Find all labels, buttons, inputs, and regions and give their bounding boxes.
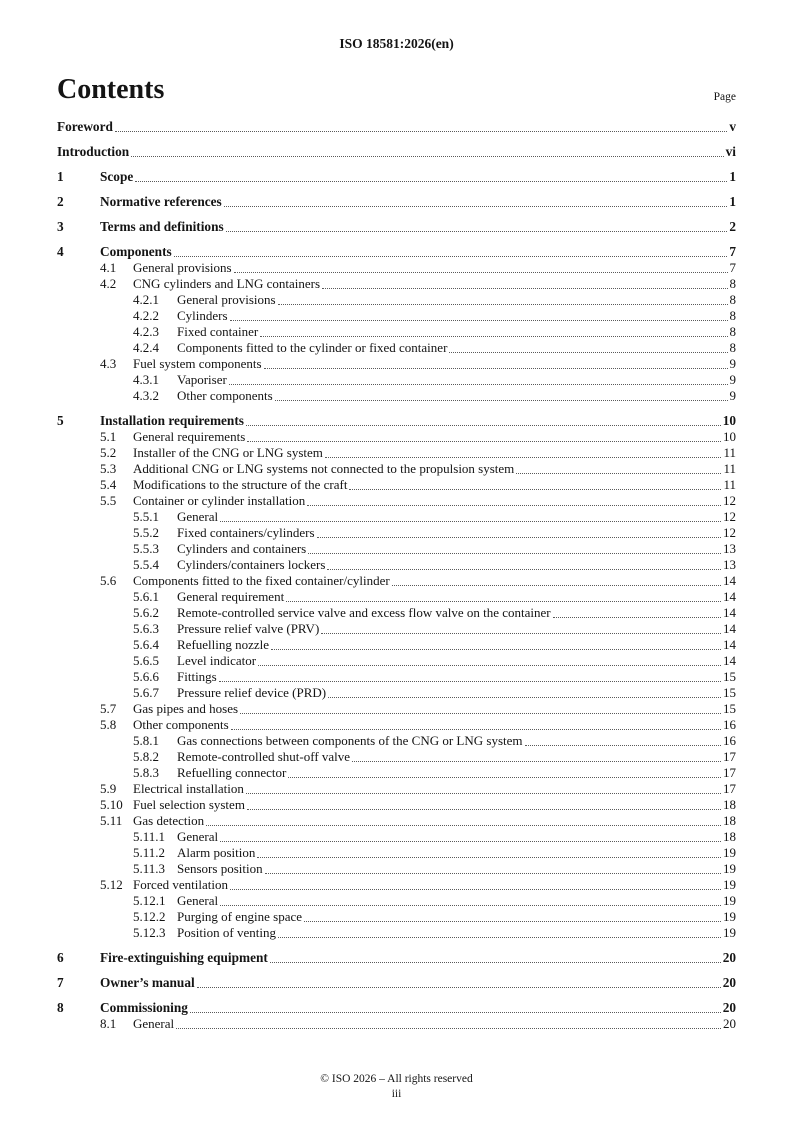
toc-entry-number: 4.3.1: [133, 372, 159, 387]
dotted-leader: [307, 493, 721, 506]
toc-entry: [57, 781, 736, 797]
toc-entry-number: 5.12.3: [133, 925, 166, 940]
toc-entry: [57, 909, 736, 925]
toc-entry-page: 12: [723, 493, 736, 508]
toc-entry-label: Components: [100, 244, 172, 259]
toc-entry-label: Owner’s manual: [100, 975, 195, 990]
toc-entry: [57, 194, 736, 210]
dotted-leader: [230, 877, 721, 890]
dotted-leader: [220, 829, 721, 842]
toc-entry: [57, 829, 736, 845]
toc-entry-number: 4.3.2: [133, 388, 159, 403]
toc-entry-page: 11: [723, 445, 736, 460]
toc-entry-page: 20: [723, 1016, 736, 1031]
dotted-leader: [197, 975, 721, 988]
toc-entry-page: 13: [723, 557, 736, 572]
toc-entry-number: 5.10: [100, 797, 123, 812]
dotted-leader: [392, 573, 721, 586]
toc-entry: [57, 685, 736, 701]
toc-entry-page: 18: [723, 797, 736, 812]
dotted-leader: [219, 669, 721, 682]
dotted-leader: [190, 1000, 721, 1013]
toc-entry-number: 5.8.3: [133, 765, 159, 780]
toc-entry: [57, 372, 736, 388]
toc-entry: [57, 292, 736, 308]
toc-entry-label: Installation requirements: [100, 413, 244, 428]
toc-entry-number: 5.6.6: [133, 669, 159, 684]
toc-entry-number: 4.1: [100, 260, 117, 275]
toc-entry-label: Remote-controlled shut-off valve: [177, 749, 351, 764]
toc-entry-number: 5.6.2: [133, 605, 159, 620]
toc-entry-label: Fittings: [177, 669, 217, 684]
toc-entry: [57, 557, 736, 573]
dotted-leader: [226, 219, 728, 232]
dotted-leader: [525, 733, 721, 746]
dotted-leader: [288, 765, 721, 778]
toc-entry-page: 19: [723, 893, 736, 908]
toc-entry: [57, 413, 736, 429]
toc-entry-page: 16: [723, 717, 736, 732]
toc-entry-number: 5.5.4: [133, 557, 159, 572]
toc-entry-page: 8: [729, 340, 736, 355]
dotted-leader: [229, 372, 728, 385]
toc-entry-number: 5.11.3: [133, 861, 166, 876]
toc-entry-number: 4.2.3: [133, 324, 159, 339]
toc-entry-number: 5.6.3: [133, 621, 159, 636]
toc-entry-number: 5.5.3: [133, 541, 159, 556]
toc-entry-label: Terms and definitions: [100, 219, 224, 234]
toc-entry-page: 19: [723, 909, 736, 924]
toc-entry-label: Refuelling nozzle: [177, 637, 270, 652]
toc-entry-number: 6: [57, 950, 64, 965]
toc-entry-label: Other components: [133, 717, 229, 732]
toc-entry: [57, 573, 736, 589]
toc-entry: [57, 324, 736, 340]
toc-entry-label: Level indicator: [177, 653, 257, 668]
toc-entry: [57, 119, 736, 135]
dotted-leader: [247, 429, 721, 442]
dotted-leader: [516, 461, 721, 474]
toc-entry: [57, 445, 736, 461]
toc-entry-number: 8: [57, 1000, 64, 1015]
toc-entry-page: 12: [723, 509, 736, 524]
toc-entry-page: 10: [722, 413, 736, 428]
contents-title: Contents: [57, 74, 165, 105]
toc-entry-number: 4: [57, 244, 64, 259]
toc-entry-page: 8: [729, 324, 736, 339]
toc-entry-page: 2: [729, 219, 736, 234]
toc-entry-label: General provisions: [133, 260, 232, 275]
dotted-leader: [174, 244, 728, 257]
toc-entry-label: Sensors position: [177, 861, 263, 876]
dotted-leader: [224, 194, 728, 207]
toc-entry-number: 4.3: [100, 356, 117, 371]
toc-entry: [57, 525, 736, 541]
toc-entry-number: 5.12.2: [133, 909, 166, 924]
toc-entry-page: 19: [723, 925, 736, 940]
toc-entry-number: 5.5.2: [133, 525, 159, 540]
footer-copyright: © ISO 2026 – All rights reserved: [320, 1073, 473, 1085]
dotted-leader: [220, 509, 721, 522]
toc-entry-page: 20: [722, 1000, 736, 1015]
dotted-leader: [328, 685, 721, 698]
toc-entry-page: 14: [723, 605, 736, 620]
toc-entry-page: 14: [723, 637, 736, 652]
dotted-leader: [206, 813, 721, 826]
toc-entry-page: 17: [723, 765, 736, 780]
dotted-leader: [270, 950, 721, 963]
toc-entry-number: 7: [57, 975, 64, 990]
toc-entry-number: 4.2.1: [133, 292, 159, 307]
toc-entry-page: 13: [723, 541, 736, 556]
toc-entry-page: 19: [723, 845, 736, 860]
toc-entry-page: 15: [723, 701, 736, 716]
toc-entry-label: Components fitted to the fixed container/cylinder: [133, 573, 390, 588]
toc-entry-page: 8: [729, 276, 736, 291]
toc-entry: [57, 461, 736, 477]
toc-entry: [57, 653, 736, 669]
toc-entry-label: Gas pipes and hoses: [133, 701, 239, 716]
dotted-leader: [176, 1016, 721, 1029]
toc-entry: [57, 169, 736, 185]
toc-entry: [57, 493, 736, 509]
dotted-leader: [275, 388, 728, 401]
dotted-leader: [286, 589, 721, 602]
toc-entry: [57, 975, 736, 991]
dotted-leader: [131, 144, 723, 157]
toc-entry: [57, 1016, 736, 1032]
toc-entry: [57, 861, 736, 877]
toc-entry-label: Scope: [100, 169, 134, 184]
toc-entry-label: Fire-extinguishing equipment: [100, 950, 268, 965]
toc-entry-label: Cylinders and containers: [177, 541, 307, 556]
dotted-leader: [322, 276, 727, 289]
toc-entry-number: 5.11: [100, 813, 123, 828]
toc-entry: [57, 701, 736, 717]
toc-entry-number: 5.8.2: [133, 749, 159, 764]
toc-entry-number: 4.2.4: [133, 340, 159, 355]
dotted-leader: [304, 909, 721, 922]
toc-entry-number: 5.4: [100, 477, 117, 492]
toc-entry-page: 11: [723, 477, 736, 492]
toc-entry: [57, 429, 736, 445]
toc-entry-number: 5.3: [100, 461, 117, 476]
toc-entry-page: 20: [722, 975, 736, 990]
toc-entry-number: 4.2: [100, 276, 117, 291]
toc-entry-label: Fixed containers/cylinders: [177, 525, 315, 540]
toc-entry: [57, 589, 736, 605]
toc-entry-page: 8: [729, 308, 736, 323]
dotted-leader: [265, 861, 721, 874]
toc-entry-label: Refuelling connector: [177, 765, 287, 780]
toc-entry: [57, 244, 736, 260]
dotted-leader: [264, 356, 728, 369]
toc-entry-page: 14: [723, 653, 736, 668]
toc-entry-label: Cylinders/containers lockers: [177, 557, 326, 572]
toc-entry: [57, 797, 736, 813]
toc-entry-page: 1: [729, 169, 736, 184]
toc-entry-page: 15: [723, 685, 736, 700]
page-column-label: Page: [713, 91, 736, 103]
toc-entry: [57, 509, 736, 525]
toc-entry: [57, 1000, 736, 1016]
toc-entry: [57, 669, 736, 685]
toc-entry: [57, 845, 736, 861]
toc-entry-page: 16: [723, 733, 736, 748]
dotted-leader: [258, 653, 721, 666]
toc-entry: [57, 893, 736, 909]
dotted-leader: [246, 413, 721, 426]
toc-entry: [57, 733, 736, 749]
dotted-leader: [553, 605, 721, 618]
toc-entry-label: General provisions: [177, 292, 276, 307]
toc-entry-number: 2: [57, 194, 64, 209]
toc-entry: [57, 541, 736, 557]
toc-entry: [57, 621, 736, 637]
toc-entry-label: Installer of the CNG or LNG system: [133, 445, 323, 460]
toc-entry-page: 17: [723, 781, 736, 796]
toc-entry: [57, 765, 736, 781]
dotted-leader: [449, 340, 727, 353]
toc-entry-label: General: [133, 1016, 175, 1031]
toc-entry-page: 19: [723, 861, 736, 876]
toc-entry-page: 9: [729, 388, 736, 403]
toc-entry: [57, 308, 736, 324]
toc-entry: [57, 813, 736, 829]
dotted-leader: [135, 169, 727, 182]
toc-entry-label: Components fitted to the cylinder or fixed container: [177, 340, 448, 355]
toc-entry-number: 5.12: [100, 877, 123, 892]
dotted-leader: [240, 701, 721, 714]
toc-entry-label: Pressure relief valve (PRV): [177, 621, 320, 636]
toc-entry-label: Vaporiser: [177, 372, 227, 387]
dotted-leader: [231, 717, 721, 730]
toc-entry: [57, 144, 736, 160]
toc-entry-label: General requirements: [133, 429, 246, 444]
toc-entry-number: 5.1: [100, 429, 117, 444]
toc-entry-label: Commissioning: [100, 1000, 188, 1015]
toc-entry-label: General: [177, 829, 219, 844]
toc-entry-label: General: [177, 509, 219, 524]
toc-entry-label: Forced ventilation: [133, 877, 228, 892]
toc-entry-number: 4.2.2: [133, 308, 159, 323]
footer-page-number: iii: [391, 1088, 402, 1100]
dotted-leader: [321, 621, 721, 634]
toc-entry-label: Gas detection: [133, 813, 205, 828]
toc-entry-label: CNG cylinders and LNG containers: [133, 276, 321, 291]
dotted-leader: [352, 749, 721, 762]
toc-entry: [57, 925, 736, 941]
toc-entry-page: 12: [723, 525, 736, 540]
toc-entry-page: 14: [723, 589, 736, 604]
toc-entry-page: 14: [723, 573, 736, 588]
toc-entry: [57, 388, 736, 404]
dotted-leader: [325, 445, 722, 458]
dotted-leader: [271, 637, 721, 650]
toc-entry: [57, 637, 736, 653]
toc-entry-number: 5.9: [100, 781, 117, 796]
toc-entry-number: 5.11.2: [133, 845, 166, 860]
dotted-leader: [349, 477, 721, 490]
toc-entry-page: 7: [729, 244, 736, 259]
page-footer: [0, 1073, 793, 1100]
toc-entry-label: General: [177, 893, 219, 908]
dotted-leader: [278, 292, 728, 305]
toc-entry-page: 7: [729, 260, 736, 275]
toc-entry: [57, 605, 736, 621]
dotted-leader: [327, 557, 721, 570]
toc-entry-page: 15: [723, 669, 736, 684]
toc-entry-label: Container or cylinder installation: [133, 493, 306, 508]
toc-entry-label: Gas connections between components of the CNG or LNG system: [177, 733, 523, 748]
toc-entry-label: Purging of engine space: [177, 909, 303, 924]
toc-entry-number: 5.11.1: [133, 829, 166, 844]
toc-entry-label: Normative references: [100, 194, 222, 209]
toc-entry-number: 5.5: [100, 493, 117, 508]
toc-entry-number: 8.1: [100, 1016, 117, 1031]
toc-entry-page: 19: [723, 877, 736, 892]
toc-entry-page: 18: [723, 829, 736, 844]
toc-entry-number: 5.6.7: [133, 685, 159, 700]
toc-entry-label: Foreword: [57, 119, 113, 134]
toc-entry-label: Fixed container: [177, 324, 259, 339]
toc-entry-page: 14: [723, 621, 736, 636]
toc-entry-page: 1: [729, 194, 736, 209]
toc-entry-page: 9: [729, 356, 736, 371]
toc-entry-number: 5.2: [100, 445, 117, 460]
toc-entry-number: 5.6.4: [133, 637, 159, 652]
toc-entry: [57, 717, 736, 733]
toc-entry-label: Alarm position: [177, 845, 256, 860]
toc-entry-number: 5.12.1: [133, 893, 166, 908]
toc-entry-label: Modifications to the structure of the craft: [133, 477, 348, 492]
toc-entry-number: 3: [57, 219, 64, 234]
toc-entry: [57, 950, 736, 966]
toc-entry-label: Electrical installation: [133, 781, 244, 796]
toc-entry-page: 11: [723, 461, 736, 476]
toc-entry-page: 18: [723, 813, 736, 828]
dotted-leader: [246, 781, 721, 794]
toc-entry-label: Cylinders: [177, 308, 228, 323]
toc-entry-label: Fuel selection system: [133, 797, 245, 812]
dotted-leader: [234, 260, 728, 273]
toc-entry: [57, 477, 736, 493]
toc-entry-page: 8: [729, 292, 736, 307]
toc-entry: [57, 749, 736, 765]
toc-entry-label: Additional CNG or LNG systems not connected to the propulsion system: [133, 461, 515, 476]
toc-entry-page: v: [729, 119, 736, 134]
toc-entry: [57, 877, 736, 893]
toc-entry-label: General requirement: [177, 589, 285, 604]
toc-entry-number: 5.7: [100, 701, 117, 716]
toc-entry-number: 5.6.1: [133, 589, 159, 604]
dotted-leader: [247, 797, 721, 810]
toc-entry-page: 17: [723, 749, 736, 764]
toc-entry: [57, 219, 736, 235]
toc-entry-number: 5.6: [100, 573, 117, 588]
dotted-leader: [317, 525, 721, 538]
contents-header: [57, 74, 736, 106]
toc-entry: [57, 260, 736, 276]
toc-entry-page: 10: [723, 429, 736, 444]
toc-list: [57, 119, 736, 1032]
toc-entry: [57, 340, 736, 356]
toc-entry-label: Fuel system components: [133, 356, 262, 371]
toc-entry-page: 9: [729, 372, 736, 387]
toc-entry-label: Other components: [177, 388, 273, 403]
toc-entry-number: 5: [57, 413, 64, 428]
toc-entry-number: 1: [57, 169, 64, 184]
toc-entry-page: vi: [725, 144, 736, 159]
toc-entry: [57, 276, 736, 292]
toc-entry-number: 5.5.1: [133, 509, 159, 524]
toc-entry-label: Remote-controlled service valve and excess flow valve on the container: [177, 605, 551, 620]
document-identifier: ISO 18581:2026(en): [339, 36, 454, 51]
dotted-leader: [230, 308, 728, 321]
toc-entry: [57, 356, 736, 372]
toc-entry-label: Introduction: [57, 144, 130, 159]
toc-entry-label: Position of venting: [177, 925, 276, 940]
dotted-leader: [260, 324, 727, 337]
dotted-leader: [308, 541, 721, 554]
toc-entry-number: 5.8.1: [133, 733, 159, 748]
toc-entry-page: 20: [722, 950, 736, 965]
toc-entry-label: Pressure relief device (PRD): [177, 685, 327, 700]
toc-entry-number: 5.6.5: [133, 653, 159, 668]
dotted-leader: [257, 845, 721, 858]
dotted-leader: [220, 893, 721, 906]
dotted-leader: [115, 119, 727, 132]
toc-entry-number: 5.8: [100, 717, 117, 732]
dotted-leader: [278, 925, 721, 938]
